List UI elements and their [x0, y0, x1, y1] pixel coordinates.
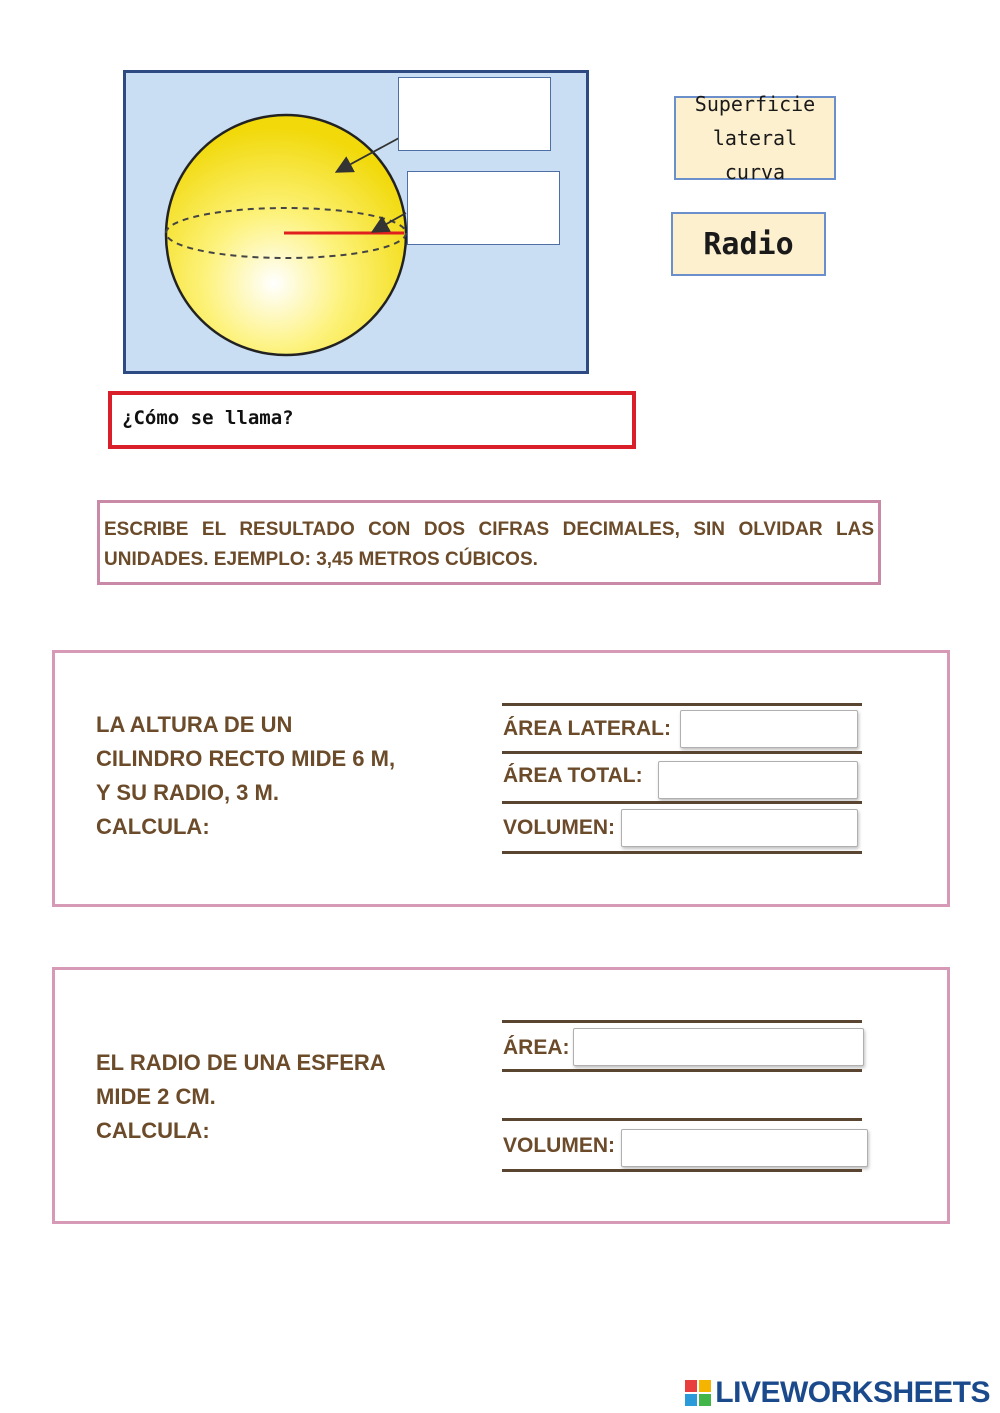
radius-drop-box[interactable] [407, 171, 560, 245]
brand-name: LIVEWORKSHEETS [715, 1376, 990, 1409]
card-label: Radio [703, 226, 794, 262]
divider-rule [502, 1069, 862, 1072]
problem-sphere-text: EL RADIO DE UNA ESFERA MIDE 2 CM. CALCULA: [96, 1050, 386, 1143]
volumen-cylinder-input[interactable] [621, 809, 858, 847]
volumen-sphere-input[interactable] [621, 1129, 868, 1167]
liveworksheets-logo-icon [685, 1380, 711, 1408]
divider-rule [502, 801, 862, 804]
divider-rule [502, 751, 862, 754]
name-question-box[interactable] [108, 391, 636, 449]
card-radio[interactable] [671, 212, 826, 276]
label-area-lateral: ÁREA LATERAL: [503, 717, 671, 740]
divider-rule [502, 703, 862, 706]
divider-rule [502, 1020, 862, 1023]
liveworksheets-brand [715, 1376, 990, 1410]
card-superficie-lateral-curva[interactable] [674, 92, 836, 184]
label-area-total: ÁREA TOTAL: [503, 764, 643, 787]
area-lateral-input[interactable] [680, 710, 858, 748]
instructions-text: ESCRIBE EL RESULTADO CON DOS CIFRAS DECIMALES, SIN OLVIDAR LAS UNIDADES. EJEMPLO: 3,45 METROS CÚBICOS. [104, 519, 874, 570]
sphere-diagram-panel [123, 70, 589, 374]
sphere-shape [166, 115, 406, 355]
divider-rule [502, 1169, 862, 1172]
area-total-input[interactable] [658, 761, 858, 799]
label-volumen: VOLUMEN: [503, 1134, 615, 1157]
divider-rule [502, 851, 862, 854]
question-text: ¿Cómo se llama? [122, 407, 294, 429]
label-volumen: VOLUMEN: [503, 816, 615, 839]
problem-cylinder-text: LA ALTURA DE UN CILINDRO RECTO MIDE 6 M, Y SU RADIO, 3 M. CALCULA: [96, 712, 396, 839]
card-label: Superficie lateral curva [694, 92, 816, 184]
surface-drop-box[interactable] [398, 77, 551, 151]
instructions-box [97, 500, 881, 585]
area-sphere-input[interactable] [573, 1028, 864, 1066]
label-area: ÁREA: [503, 1036, 570, 1059]
divider-rule [502, 1118, 862, 1121]
